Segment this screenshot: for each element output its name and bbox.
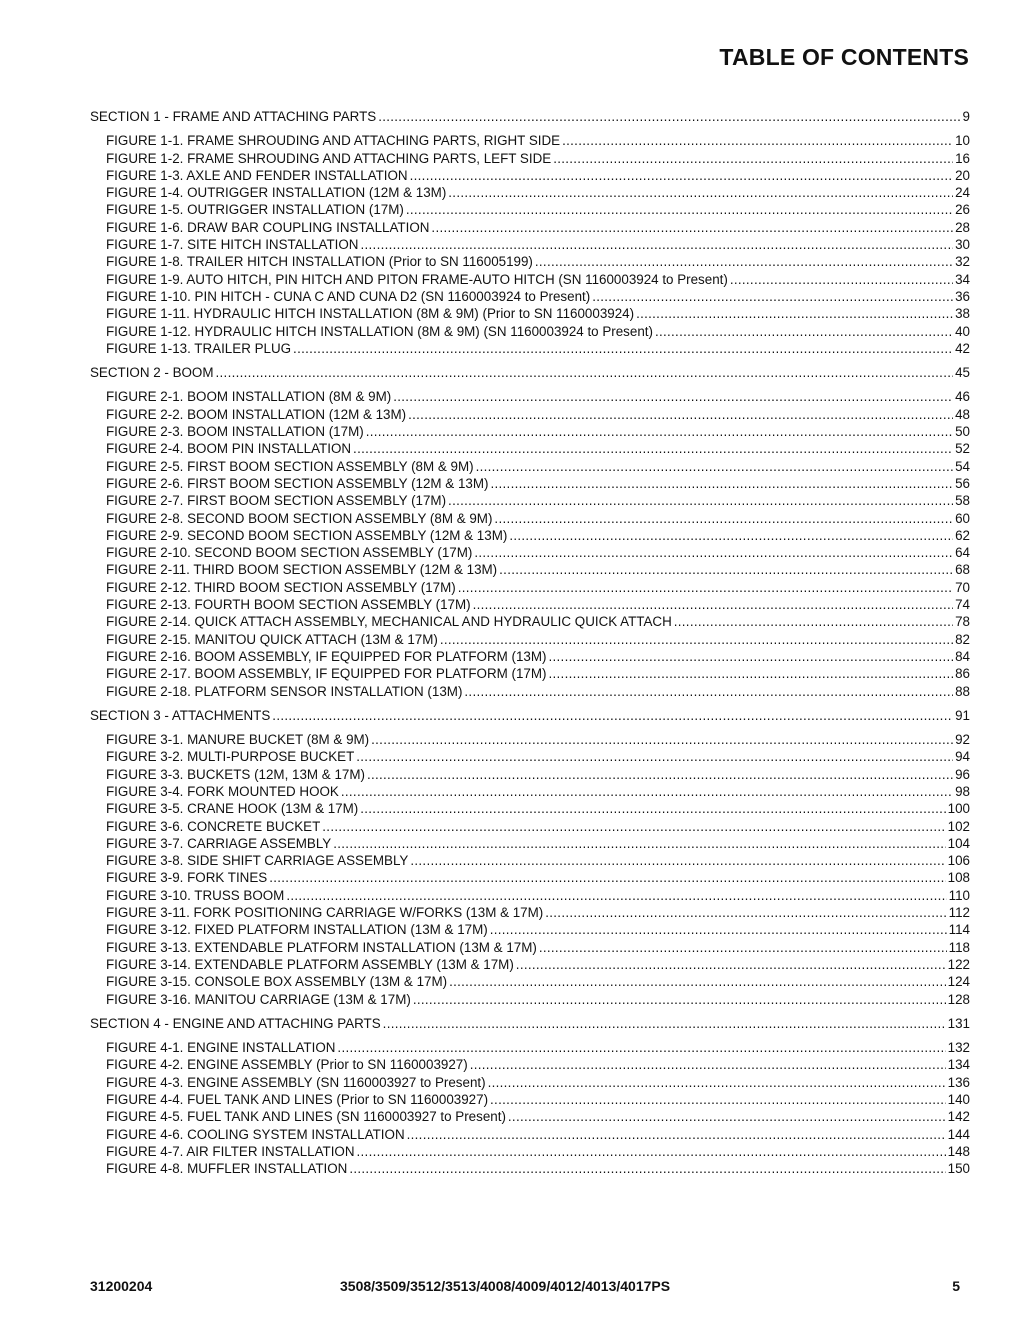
toc-entry-label: FIGURE 3-7. CARRIAGE ASSEMBLY: [106, 835, 332, 851]
toc-entry-label: FIGURE 1-4. OUTRIGGER INSTALLATION (12M & 13M): [106, 185, 447, 201]
toc-figure-entry[interactable]: [90, 132, 970, 149]
toc-figure-entry[interactable]: [90, 440, 970, 457]
toc-entry-label: FIGURE 1-6. DRAW BAR COUPLING INSTALLATION: [106, 219, 430, 235]
toc-entry-page: 68: [955, 562, 970, 578]
dot-leader: [410, 852, 945, 869]
toc-entry-page: 46: [955, 389, 970, 405]
toc-figure-entry[interactable]: [90, 1056, 970, 1073]
toc-entry-page: 82: [955, 631, 970, 647]
toc-figure-entry[interactable]: [90, 253, 970, 270]
toc-entry-page: 136: [947, 1074, 970, 1090]
toc-entry-page: 52: [955, 441, 970, 457]
dot-leader: [494, 510, 953, 527]
dot-leader: [448, 184, 953, 201]
dot-leader: [476, 458, 954, 475]
document-number: 31200204: [90, 1278, 153, 1294]
toc-entry-page: 88: [955, 683, 970, 699]
toc-entry-page: 64: [955, 545, 970, 561]
dot-leader: [499, 561, 953, 578]
toc-entry-page: 56: [955, 475, 970, 491]
toc-entry-page: 30: [955, 237, 970, 253]
toc-entry-label: FIGURE 3-12. FIXED PLATFORM INSTALLATION (13M & 17M): [106, 922, 488, 938]
dot-leader: [353, 440, 953, 457]
dot-leader: [378, 108, 960, 125]
toc-entry-page: 34: [955, 271, 970, 287]
toc-entry-label: FIGURE 2-17. BOOM ASSEMBLY, IF EQUIPPED FOR PLATFORM (17M): [106, 666, 547, 682]
toc-entry-label: FIGURE 4-1. ENGINE INSTALLATION: [106, 1040, 336, 1056]
toc-figure-entry[interactable]: [90, 544, 970, 561]
toc-entry-label: FIGURE 1-12. HYDRAULIC HITCH INSTALLATION (8M & 9M) (SN 1160003924 to Present): [106, 323, 653, 339]
toc-entry-page: 150: [947, 1161, 970, 1177]
toc-figure-entry[interactable]: [90, 973, 970, 990]
dot-leader: [549, 648, 954, 665]
toc-entry-page: 142: [947, 1109, 970, 1125]
toc-entry-label: FIGURE 1-8. TRAILER HITCH INSTALLATION (Prior to SN 116005199): [106, 254, 533, 270]
toc-entry-label: FIGURE 2-9. SECOND BOOM SECTION ASSEMBLY (12M & 13M): [106, 527, 508, 543]
toc-entry-page: 118: [948, 939, 970, 955]
dot-leader: [636, 305, 953, 322]
toc-entry-page: 94: [955, 749, 970, 765]
toc-entry-page: 62: [955, 527, 970, 543]
dot-leader: [490, 1091, 946, 1108]
toc-figure-entry[interactable]: [90, 219, 970, 236]
toc-entry-label: FIGURE 1-3. AXLE AND FENDER INSTALLATION: [106, 167, 408, 183]
toc-entry-label: FIGURE 1-7. SITE HITCH INSTALLATION: [106, 237, 359, 253]
dot-leader: [407, 1126, 946, 1143]
toc-entry-page: 45: [955, 365, 970, 381]
toc-figure-entry[interactable]: [90, 492, 970, 509]
toc-entry-label: SECTION 4 - ENGINE AND ATTACHING PARTS: [90, 1015, 381, 1031]
dot-leader: [408, 406, 953, 423]
toc-figure-entry[interactable]: [90, 648, 970, 665]
toc-figure-entry[interactable]: [90, 800, 970, 817]
toc-figure-entry[interactable]: [90, 406, 970, 423]
toc-entry-label: FIGURE 3-15. CONSOLE BOX ASSEMBLY (13M & 17M): [106, 974, 448, 990]
dot-leader: [730, 271, 953, 288]
toc-entry-label: FIGURE 4-6. COOLING SYSTEM INSTALLATION: [106, 1126, 405, 1142]
toc-entry-label: FIGURE 4-3. ENGINE ASSEMBLY (SN 1160003927 to Present): [106, 1074, 486, 1090]
toc-entry-page: 124: [947, 974, 970, 990]
toc-entry-page: 132: [947, 1040, 970, 1056]
toc-figure-entry[interactable]: [90, 665, 970, 682]
toc-entry-label: FIGURE 2-7. FIRST BOOM SECTION ASSEMBLY (17M): [106, 493, 447, 509]
toc-figure-entry[interactable]: [90, 388, 970, 405]
dot-leader: [360, 800, 945, 817]
dot-leader: [406, 201, 953, 218]
page-title: TABLE OF CONTENTS: [719, 44, 969, 70]
toc-entry-label: FIGURE 2-6. FIRST BOOM SECTION ASSEMBLY (12M & 13M): [106, 475, 489, 491]
dot-leader: [490, 475, 953, 492]
dot-leader: [490, 921, 947, 938]
dot-leader: [449, 973, 946, 990]
toc-entry-page: 108: [947, 870, 970, 886]
toc-entry-page: 98: [955, 783, 970, 799]
toc-entry-label: FIGURE 3-1. MANURE BUCKET (8M & 9M): [106, 732, 370, 748]
toc-entry-label: FIGURE 1-10. PIN HITCH - CUNA C AND CUNA D2 (SN 1160003924 to Present): [106, 288, 591, 304]
toc-section-entry[interactable]: [90, 108, 970, 125]
toc-entry-page: 100: [947, 801, 970, 817]
toc-entry-page: 28: [955, 219, 970, 235]
dot-leader: [337, 1039, 945, 1056]
toc-figure-entry[interactable]: [90, 1091, 970, 1108]
toc-entry-label: SECTION 3 - ATTACHMENTS: [90, 707, 271, 723]
toc-figure-entry[interactable]: [90, 271, 970, 288]
toc-entry-label: FIGURE 2-2. BOOM INSTALLATION (12M & 13M): [106, 406, 407, 422]
toc-figure-entry[interactable]: [90, 939, 970, 956]
dot-leader: [410, 167, 953, 184]
toc-entry-label: FIGURE 3-9. FORK TINES: [106, 870, 268, 886]
toc-entry-label: FIGURE 3-8. SIDE SHIFT CARRIAGE ASSEMBLY: [106, 853, 409, 869]
table-of-contents: [90, 108, 970, 1178]
dot-leader: [474, 544, 953, 561]
toc-entry-page: 70: [955, 579, 970, 595]
dot-leader: [655, 323, 953, 340]
toc-entry-page: 91: [955, 707, 970, 723]
toc-figure-entry[interactable]: [90, 631, 970, 648]
toc-figure-entry[interactable]: [90, 748, 970, 765]
toc-entry-label: FIGURE 3-5. CRANE HOOK (13M & 17M): [106, 801, 359, 817]
toc-figure-entry[interactable]: [90, 458, 970, 475]
toc-entry-label: FIGURE 4-5. FUEL TANK AND LINES (SN 1160003927 to Present): [106, 1109, 506, 1125]
dot-leader: [356, 748, 953, 765]
toc-entry-label: FIGURE 2-13. FOURTH BOOM SECTION ASSEMBLY (17M): [106, 597, 471, 613]
toc-figure-entry[interactable]: [90, 783, 970, 800]
toc-section-entry[interactable]: [90, 707, 970, 724]
toc-figure-entry[interactable]: [90, 510, 970, 527]
dot-leader: [431, 219, 953, 236]
toc-entry-label: FIGURE 2-12. THIRD BOOM SECTION ASSEMBLY (17M): [106, 579, 456, 595]
toc-section-entry[interactable]: [90, 1015, 970, 1032]
toc-figure-entry[interactable]: [90, 579, 970, 596]
toc-entry-page: 86: [955, 666, 970, 682]
toc-entry-label: FIGURE 2-4. BOOM PIN INSTALLATION: [106, 441, 352, 457]
toc-entry-page: 42: [955, 340, 970, 356]
toc-figure-entry[interactable]: [90, 1039, 970, 1056]
toc-figure-entry[interactable]: [90, 340, 970, 357]
toc-entry-label: FIGURE 2-1. BOOM INSTALLATION (8M & 9M): [106, 389, 392, 405]
dot-leader: [349, 1160, 945, 1177]
toc-entry-page: 36: [955, 288, 970, 304]
toc-entry-label: FIGURE 1-2. FRAME SHROUDING AND ATTACHING PARTS, LEFT SIDE: [106, 150, 552, 166]
dot-leader: [674, 613, 953, 630]
toc-entry-label: FIGURE 1-5. OUTRIGGER INSTALLATION (17M): [106, 202, 404, 218]
toc-entry-page: 38: [955, 306, 970, 322]
toc-entry-label: FIGURE 2-8. SECOND BOOM SECTION ASSEMBLY (8M & 9M): [106, 510, 493, 526]
dot-leader: [592, 288, 953, 305]
toc-entry-label: SECTION 1 - FRAME AND ATTACHING PARTS: [90, 109, 377, 124]
dot-leader: [535, 253, 953, 270]
dot-leader: [458, 579, 953, 596]
toc-figure-entry[interactable]: [90, 596, 970, 613]
dot-leader: [509, 527, 953, 544]
toc-figure-entry[interactable]: [90, 956, 970, 973]
dot-leader: [539, 939, 947, 956]
toc-entry-page: 92: [955, 732, 970, 748]
toc-entry-page: 131: [947, 1015, 970, 1031]
toc-entry-page: 96: [955, 766, 970, 782]
toc-figure-entry[interactable]: [90, 167, 970, 184]
toc-entry-label: FIGURE 2-10. SECOND BOOM SECTION ASSEMBLY (17M): [106, 545, 473, 561]
dot-leader: [516, 956, 946, 973]
dot-leader: [322, 818, 945, 835]
toc-section-entry[interactable]: [90, 364, 970, 381]
toc-figure-entry[interactable]: [90, 1074, 970, 1091]
toc-entry-label: FIGURE 1-13. TRAILER PLUG: [106, 340, 292, 356]
dot-leader: [371, 731, 953, 748]
dot-leader: [333, 835, 945, 852]
dot-leader: [383, 1015, 946, 1032]
toc-entry-page: 110: [948, 887, 970, 903]
toc-figure-entry[interactable]: [90, 150, 970, 167]
toc-figure-entry[interactable]: [90, 1143, 970, 1160]
toc-entry-label: FIGURE 3-4. FORK MOUNTED HOOK: [106, 783, 339, 799]
toc-entry-label: FIGURE 4-4. FUEL TANK AND LINES (Prior to SN 1160003927): [106, 1092, 489, 1108]
dot-leader: [341, 783, 953, 800]
dot-leader: [272, 707, 953, 724]
toc-figure-entry[interactable]: [90, 852, 970, 869]
dot-leader: [553, 150, 953, 167]
toc-entry-page: 106: [947, 853, 970, 869]
toc-entry-page: 32: [955, 254, 970, 270]
toc-figure-entry[interactable]: [90, 683, 970, 700]
dot-leader: [440, 631, 953, 648]
toc-figure-entry[interactable]: [90, 904, 970, 921]
toc-entry-label: FIGURE 2-3. BOOM INSTALLATION (17M): [106, 424, 364, 440]
toc-entry-page: 48: [955, 406, 970, 422]
toc-entry-page: 148: [947, 1143, 970, 1159]
toc-figure-entry[interactable]: [90, 991, 970, 1008]
toc-entry-label: FIGURE 2-14. QUICK ATTACH ASSEMBLY, MECHANICAL AND HYDRAULIC QUICK ATTACH: [106, 614, 672, 630]
page-number: 5: [952, 1278, 960, 1294]
toc-entry-label: FIGURE 4-8. MUFFLER INSTALLATION: [106, 1161, 348, 1177]
toc-entry-page: 26: [955, 202, 970, 218]
toc-entry-page: 50: [955, 424, 970, 440]
toc-entry-page: 112: [948, 905, 970, 921]
dot-leader: [508, 1108, 946, 1125]
toc-figure-entry[interactable]: [90, 475, 970, 492]
toc-entry-page: 134: [947, 1057, 970, 1073]
toc-entry-page: 144: [947, 1126, 970, 1142]
toc-figure-entry[interactable]: [90, 818, 970, 835]
toc-figure-entry[interactable]: [90, 921, 970, 938]
toc-figure-entry[interactable]: [90, 527, 970, 544]
toc-entry-page: 9: [962, 109, 970, 124]
toc-entry-page: 60: [955, 510, 970, 526]
dot-leader: [393, 388, 953, 405]
toc-entry-label: FIGURE 3-3. BUCKETS (12M, 13M & 17M): [106, 766, 365, 782]
dot-leader: [545, 904, 946, 921]
toc-figure-entry[interactable]: [90, 236, 970, 253]
dot-leader: [357, 1143, 946, 1160]
toc-entry-page: 84: [955, 648, 970, 664]
dot-leader: [549, 665, 954, 682]
toc-entry-label: FIGURE 4-2. ENGINE ASSEMBLY (Prior to SN 1160003927): [106, 1057, 468, 1073]
toc-figure-entry[interactable]: [90, 887, 970, 904]
toc-entry-label: FIGURE 2-16. BOOM ASSEMBLY, IF EQUIPPED FOR PLATFORM (13M): [106, 648, 547, 664]
toc-figure-entry[interactable]: [90, 201, 970, 218]
toc-figure-entry[interactable]: [90, 1126, 970, 1143]
toc-entry-page: 20: [955, 167, 970, 183]
toc-figure-entry[interactable]: [90, 731, 970, 748]
dot-leader: [488, 1074, 946, 1091]
toc-entry-label: FIGURE 2-15. MANITOU QUICK ATTACH (13M & 17M): [106, 631, 438, 647]
toc-entry-page: 16: [955, 150, 970, 166]
dot-leader: [360, 236, 953, 253]
dot-leader: [286, 887, 946, 904]
toc-entry-label: FIGURE 2-18. PLATFORM SENSOR INSTALLATION (13M): [106, 683, 463, 699]
toc-figure-entry[interactable]: [90, 766, 970, 783]
dot-leader: [367, 766, 953, 783]
toc-entry-page: 24: [955, 185, 970, 201]
toc-entry-page: 54: [955, 458, 970, 474]
toc-entry-label: SECTION 2 - BOOM: [90, 365, 214, 381]
toc-figure-entry[interactable]: [90, 1108, 970, 1125]
toc-entry-label: FIGURE 3-6. CONCRETE BUCKET: [106, 818, 321, 834]
toc-entry-page: 140: [947, 1092, 970, 1108]
dot-leader: [216, 364, 954, 381]
toc-figure-entry[interactable]: [90, 184, 970, 201]
toc-figure-entry[interactable]: [90, 835, 970, 852]
toc-entry-label: FIGURE 1-1. FRAME SHROUDING AND ATTACHING PARTS, RIGHT SIDE: [106, 133, 561, 149]
toc-figure-entry[interactable]: [90, 613, 970, 630]
dot-leader: [448, 492, 953, 509]
dot-leader: [293, 340, 953, 357]
toc-entry-page: 122: [947, 956, 970, 972]
toc-entry-page: 104: [947, 835, 970, 851]
toc-entry-label: FIGURE 2-5. FIRST BOOM SECTION ASSEMBLY (8M & 9M): [106, 458, 474, 474]
toc-figure-entry[interactable]: [90, 561, 970, 578]
dot-leader: [269, 869, 945, 886]
toc-entry-page: 78: [955, 614, 970, 630]
toc-entry-label: FIGURE 2-11. THIRD BOOM SECTION ASSEMBLY (12M & 13M): [106, 562, 498, 578]
toc-figure-entry[interactable]: [90, 323, 970, 340]
model-list: 3508/3509/3512/3513/4008/4009/4012/4013/4017PS: [340, 1278, 671, 1294]
toc-figure-entry[interactable]: [90, 288, 970, 305]
dot-leader: [562, 132, 953, 149]
toc-entry-label: FIGURE 3-14. EXTENDABLE PLATFORM ASSEMBLY (13M & 17M): [106, 956, 514, 972]
dot-leader: [470, 1056, 946, 1073]
toc-entry-label: FIGURE 3-16. MANITOU CARRIAGE (13M & 17M): [106, 991, 411, 1007]
toc-entry-page: 58: [955, 493, 970, 509]
dot-leader: [464, 683, 953, 700]
toc-entry-page: 128: [947, 991, 970, 1007]
toc-figure-entry[interactable]: [90, 869, 970, 886]
toc-entry-page: 74: [955, 597, 970, 613]
dot-leader: [413, 991, 946, 1008]
toc-entry-label: FIGURE 3-10. TRUSS BOOM: [106, 887, 285, 903]
toc-entry-label: FIGURE 1-9. AUTO HITCH, PIN HITCH AND PITON FRAME-AUTO HITCH (SN 1160003924 to Present): [106, 271, 728, 287]
toc-figure-entry[interactable]: [90, 305, 970, 322]
toc-entry-label: FIGURE 3-11. FORK POSITIONING CARRIAGE W/FORKS (13M & 17M): [106, 905, 544, 921]
toc-entry-label: FIGURE 3-2. MULTI-PURPOSE BUCKET: [106, 749, 355, 765]
toc-entry-label: FIGURE 3-13. EXTENDABLE PLATFORM INSTALLATION (13M & 17M): [106, 939, 537, 955]
dot-leader: [366, 423, 953, 440]
toc-entry-label: FIGURE 4-7. AIR FILTER INSTALLATION: [106, 1143, 355, 1159]
toc-entry-page: 102: [947, 818, 970, 834]
toc-entry-page: 40: [955, 323, 970, 339]
toc-entry-label: FIGURE 1-11. HYDRAULIC HITCH INSTALLATION (8M & 9M) (Prior to SN 1160003924): [106, 306, 635, 322]
toc-figure-entry[interactable]: [90, 423, 970, 440]
dot-leader: [473, 596, 954, 613]
toc-entry-page: 114: [948, 922, 970, 938]
toc-figure-entry[interactable]: [90, 1160, 970, 1177]
toc-entry-page: 10: [955, 133, 970, 149]
